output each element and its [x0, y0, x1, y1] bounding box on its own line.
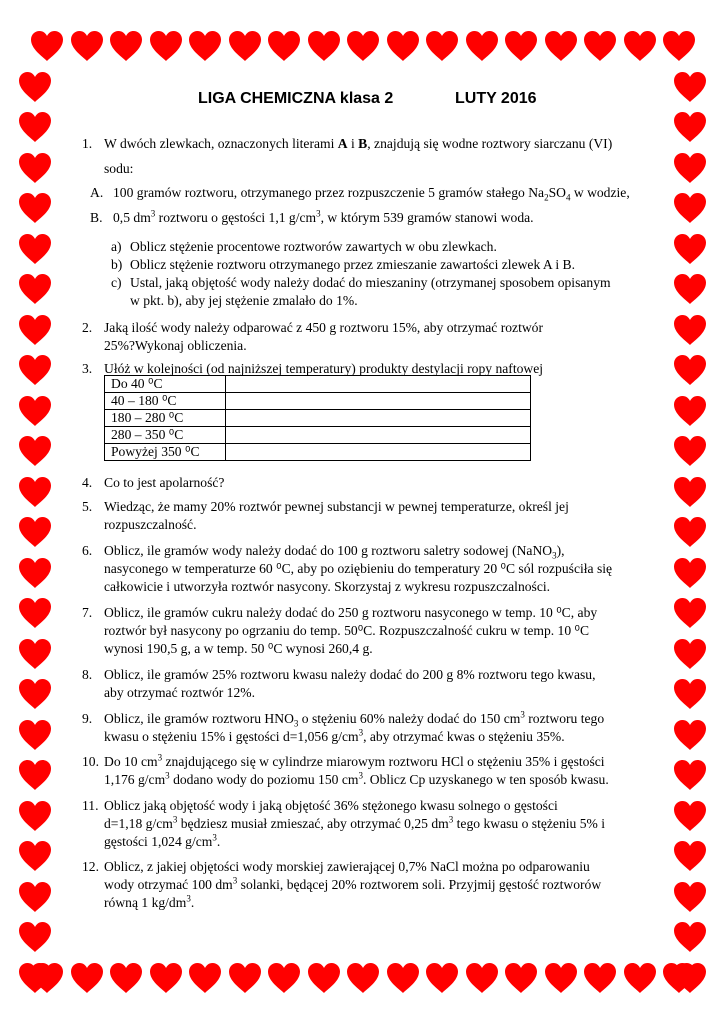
heart-icon [673, 314, 707, 346]
q4-number: 4. [82, 475, 93, 490]
heart-icon [267, 962, 301, 994]
heart-icon [18, 314, 52, 346]
heart-icon [346, 30, 380, 62]
q7-line2: roztwór był nasycony po ogrzaniu do temp. 50⁰C. Rozpuszczalność cukru w temp. 10 ⁰C [104, 623, 590, 638]
heart-icon [18, 233, 52, 265]
heart-icon [673, 962, 707, 994]
q5-number: 5. [82, 499, 93, 514]
q2-number: 2. [82, 320, 93, 335]
table-row [105, 444, 531, 461]
heart-icon [18, 435, 52, 467]
q11-line2: d=1,18 $g/cm^3$ będziesz musiał zmieszać, aby otrzymać 0,25 $dm^3$ tego kwasu o stężeniu 5% i [104, 814, 606, 831]
heart-icon [673, 71, 707, 103]
heart-icon [18, 354, 52, 386]
q1-number: 1. [82, 136, 93, 151]
heart-icon [673, 800, 707, 832]
q1-option-b-label: B. [90, 210, 103, 225]
heart-icon [149, 30, 183, 62]
heart-icon [673, 881, 707, 913]
heart-icon [18, 557, 52, 589]
q5-line2: rozpuszczalność. [104, 517, 197, 532]
heart-icon [149, 962, 183, 994]
heart-icon [623, 962, 657, 994]
table-cell: 40 – 180 ⁰C [105, 393, 226, 410]
heart-icon [18, 516, 52, 548]
q9-line1: Oblicz, ile gramów roztworu $HNO_3$ o stężeniu 60% należy dodać do 150 $cm^3$ roztworu tego [104, 709, 605, 729]
q1-option-b: 0,5 $dm^3$ roztworu o gęstości 1,1 $g/cm^3$, w którym 539 gramów stanowi woda. [113, 208, 534, 225]
heart-icon [673, 840, 707, 872]
q10-line1: Do 10 $cm^3$ znajdującego się w cylindrze miarowym roztworu HCl o stężeniu 35% i gęstości [104, 752, 605, 769]
heart-icon [346, 962, 380, 994]
q2-line2: 25%?Wykonaj obliczenia. [104, 338, 247, 353]
table-cell: 180 – 280 ⁰C [105, 410, 226, 427]
q1-sub-a: Oblicz stężenie procentowe roztworów zawartych w obu zlewkach. [130, 239, 497, 254]
q10-line2: 1,176 $g/cm^3$ dodano wody do poziomu 150 $cm^3$. Oblicz Cp uzyskanego w ten sposób kwasu. [104, 770, 609, 787]
answer-cell[interactable] [226, 376, 531, 393]
heart-icon [673, 233, 707, 265]
heart-icon [18, 638, 52, 670]
table-cell: 280 – 350 ⁰C [105, 427, 226, 444]
heart-icon [673, 435, 707, 467]
heart-icon [18, 152, 52, 184]
q1-sub-c: Ustal, jaką objętość wody należy dodać do mieszaniny (otrzymanej sposobem opisanym [130, 275, 611, 290]
heart-icon [188, 962, 222, 994]
q6-line2: nasyconego w temperaturze 60 ⁰C, aby po oziębieniu do temperatury 20 ⁰C sól rozpuściła się [104, 561, 613, 576]
heart-icon [18, 476, 52, 508]
heart-icon [673, 273, 707, 305]
heart-icon [673, 395, 707, 427]
q7-line1: Oblicz, ile gramów cukru należy dodać do 250 g roztworu nasyconego w temp. 10 ⁰C, aby [104, 605, 598, 620]
table-row [105, 427, 531, 444]
heart-icon [18, 111, 52, 143]
heart-icon [504, 962, 538, 994]
heart-icon [425, 962, 459, 994]
q10-number: 10. [82, 754, 99, 769]
distillation-table [104, 375, 531, 461]
heart-icon [18, 71, 52, 103]
heart-icon [228, 962, 262, 994]
answer-cell[interactable] [226, 444, 531, 461]
q1-line1: W dwóch zlewkach, oznaczonych literami A i B, znajdują się wodne roztwory siarczanu (VI) [104, 136, 613, 151]
q4-text: Co to jest apolarność? [104, 475, 225, 490]
heart-icon [18, 881, 52, 913]
q1-option-a: 100 gramów roztworu, otrzymanego przez rozpuszczenie 5 gramów stałego $Na_2SO_4$ w wodzie, [113, 185, 630, 203]
q12-line1: Oblicz, z jakiej objętości wody morskiej zawierającej 0,7% NaCl można po odparowaniu [104, 859, 590, 874]
heart-icon [307, 962, 341, 994]
q3-text: Ułóż w kolejności (od najniższej temperatury) produkty destylacji ropy naftowej [104, 361, 544, 376]
heart-icon [18, 597, 52, 629]
heart-icon [18, 962, 52, 994]
page-title: LIGA CHEMICZNA klasa 2 [198, 90, 394, 107]
heart-icon [673, 759, 707, 791]
q1-sub-c-continued: w pkt. b), aby jej stężenie zmalało do 1%. [130, 293, 358, 308]
heart-icon [673, 678, 707, 710]
q1-sub-b: Oblicz stężenie roztworu otrzymanego przez zmieszanie zawartości zlewek A i B. [130, 257, 576, 272]
heart-icon [673, 719, 707, 751]
heart-icon [425, 30, 459, 62]
heart-icon [18, 678, 52, 710]
heart-icon [673, 516, 707, 548]
answer-cell[interactable] [226, 427, 531, 444]
q6-line3: całkowicie i utworzyła roztwór nasycony. Skorzystaj z wykresu rozpuszczalności. [104, 579, 551, 594]
q6-line1: Oblicz, ile gramów wody należy dodać do 100 g roztworu saletry sodowej (NaNO$_3$), [104, 543, 565, 561]
q12-line2: wody otrzymać 100 $dm^3$ solanki, będącej 20% roztworem soli. Przyjmij gęstość roztworów [104, 875, 602, 892]
heart-icon [673, 354, 707, 386]
heart-icon [386, 30, 420, 62]
heart-icon [673, 192, 707, 224]
heart-icon [544, 962, 578, 994]
heart-icon [673, 152, 707, 184]
heart-icon [30, 30, 64, 62]
heart-icon [583, 30, 617, 62]
q11-line3: gęstości 1,024 $g/cm^3$. [104, 832, 221, 849]
table-cell: Do 40 ⁰C [105, 376, 226, 393]
heart-icon [18, 395, 52, 427]
heart-icon [18, 921, 52, 953]
heart-icon [465, 962, 499, 994]
heart-icon [673, 476, 707, 508]
heart-icon [70, 30, 104, 62]
q12-line3: równą 1 $kg/dm^3$. [104, 893, 195, 910]
heart-icon [18, 192, 52, 224]
table-cell: Powyżej 350 ⁰C [105, 444, 226, 461]
q2-line1: Jaką ilość wody należy odparować z 450 g roztworu 15%, aby otrzymać roztwór [104, 320, 544, 335]
heart-icon [673, 921, 707, 953]
heart-icon [465, 30, 499, 62]
table-row [105, 410, 531, 427]
q11-number: 11. [82, 798, 99, 813]
heart-icon [18, 719, 52, 751]
heart-icon [109, 30, 143, 62]
q9-number: 9. [82, 711, 93, 726]
heart-icon [673, 638, 707, 670]
heart-icon [70, 962, 104, 994]
q1-line2: sodu: [104, 161, 134, 176]
table-row [105, 393, 531, 410]
heart-icon [673, 597, 707, 629]
heart-icon [673, 557, 707, 589]
heart-icon [267, 30, 301, 62]
q1-sub-c-label: c) [111, 275, 122, 290]
heart-icon [307, 30, 341, 62]
q1-option-a-label: A. [90, 185, 104, 200]
page-date: LUTY 2016 [455, 90, 537, 107]
q8-line1: Oblicz, ile gramów 25% roztworu kwasu należy dodać do 200 g 8% roztworu tego kwasu, [104, 667, 596, 682]
heart-icon [109, 962, 143, 994]
heart-icon [623, 30, 657, 62]
heart-icon [18, 800, 52, 832]
heart-icon [18, 759, 52, 791]
q6-number: 6. [82, 543, 93, 558]
q1-sub-b-label: b) [111, 257, 123, 272]
q8-number: 8. [82, 667, 93, 682]
heart-icon [386, 962, 420, 994]
heart-icon [662, 30, 696, 62]
q7-line3: wynosi 190,5 g, a w temp. 50 ⁰C wynosi 260,4 g. [104, 641, 373, 656]
heart-icon [583, 962, 617, 994]
q5-line1: Wiedząc, że mamy 20% roztwór pewnej substancji w pewnej temperaturze, określ jej [104, 499, 569, 514]
answer-cell[interactable] [226, 410, 531, 427]
q8-line2: aby otrzymać roztwór 12%. [104, 685, 255, 700]
heart-icon [504, 30, 538, 62]
heart-icon [673, 111, 707, 143]
q12-number: 12. [82, 859, 99, 874]
q3-number: 3. [82, 361, 93, 376]
heart-icon [544, 30, 578, 62]
q11-line1: Oblicz jaką objętość wody i jaką objętość 36% stężonego kwasu solnego o gęstości [104, 798, 558, 813]
q7-number: 7. [82, 605, 93, 620]
q9-line2: kwasu o stężeniu 15% i gęstości d=1,056 $g/cm^3$, aby otrzymać kwas o stężeniu 35%. [104, 727, 565, 744]
heart-icon [228, 30, 262, 62]
q1-sub-a-label: a) [111, 239, 122, 254]
answer-cell[interactable] [226, 393, 531, 410]
heart-icon [188, 30, 222, 62]
heart-icon [18, 273, 52, 305]
heart-icon [18, 840, 52, 872]
table-row [105, 376, 531, 393]
